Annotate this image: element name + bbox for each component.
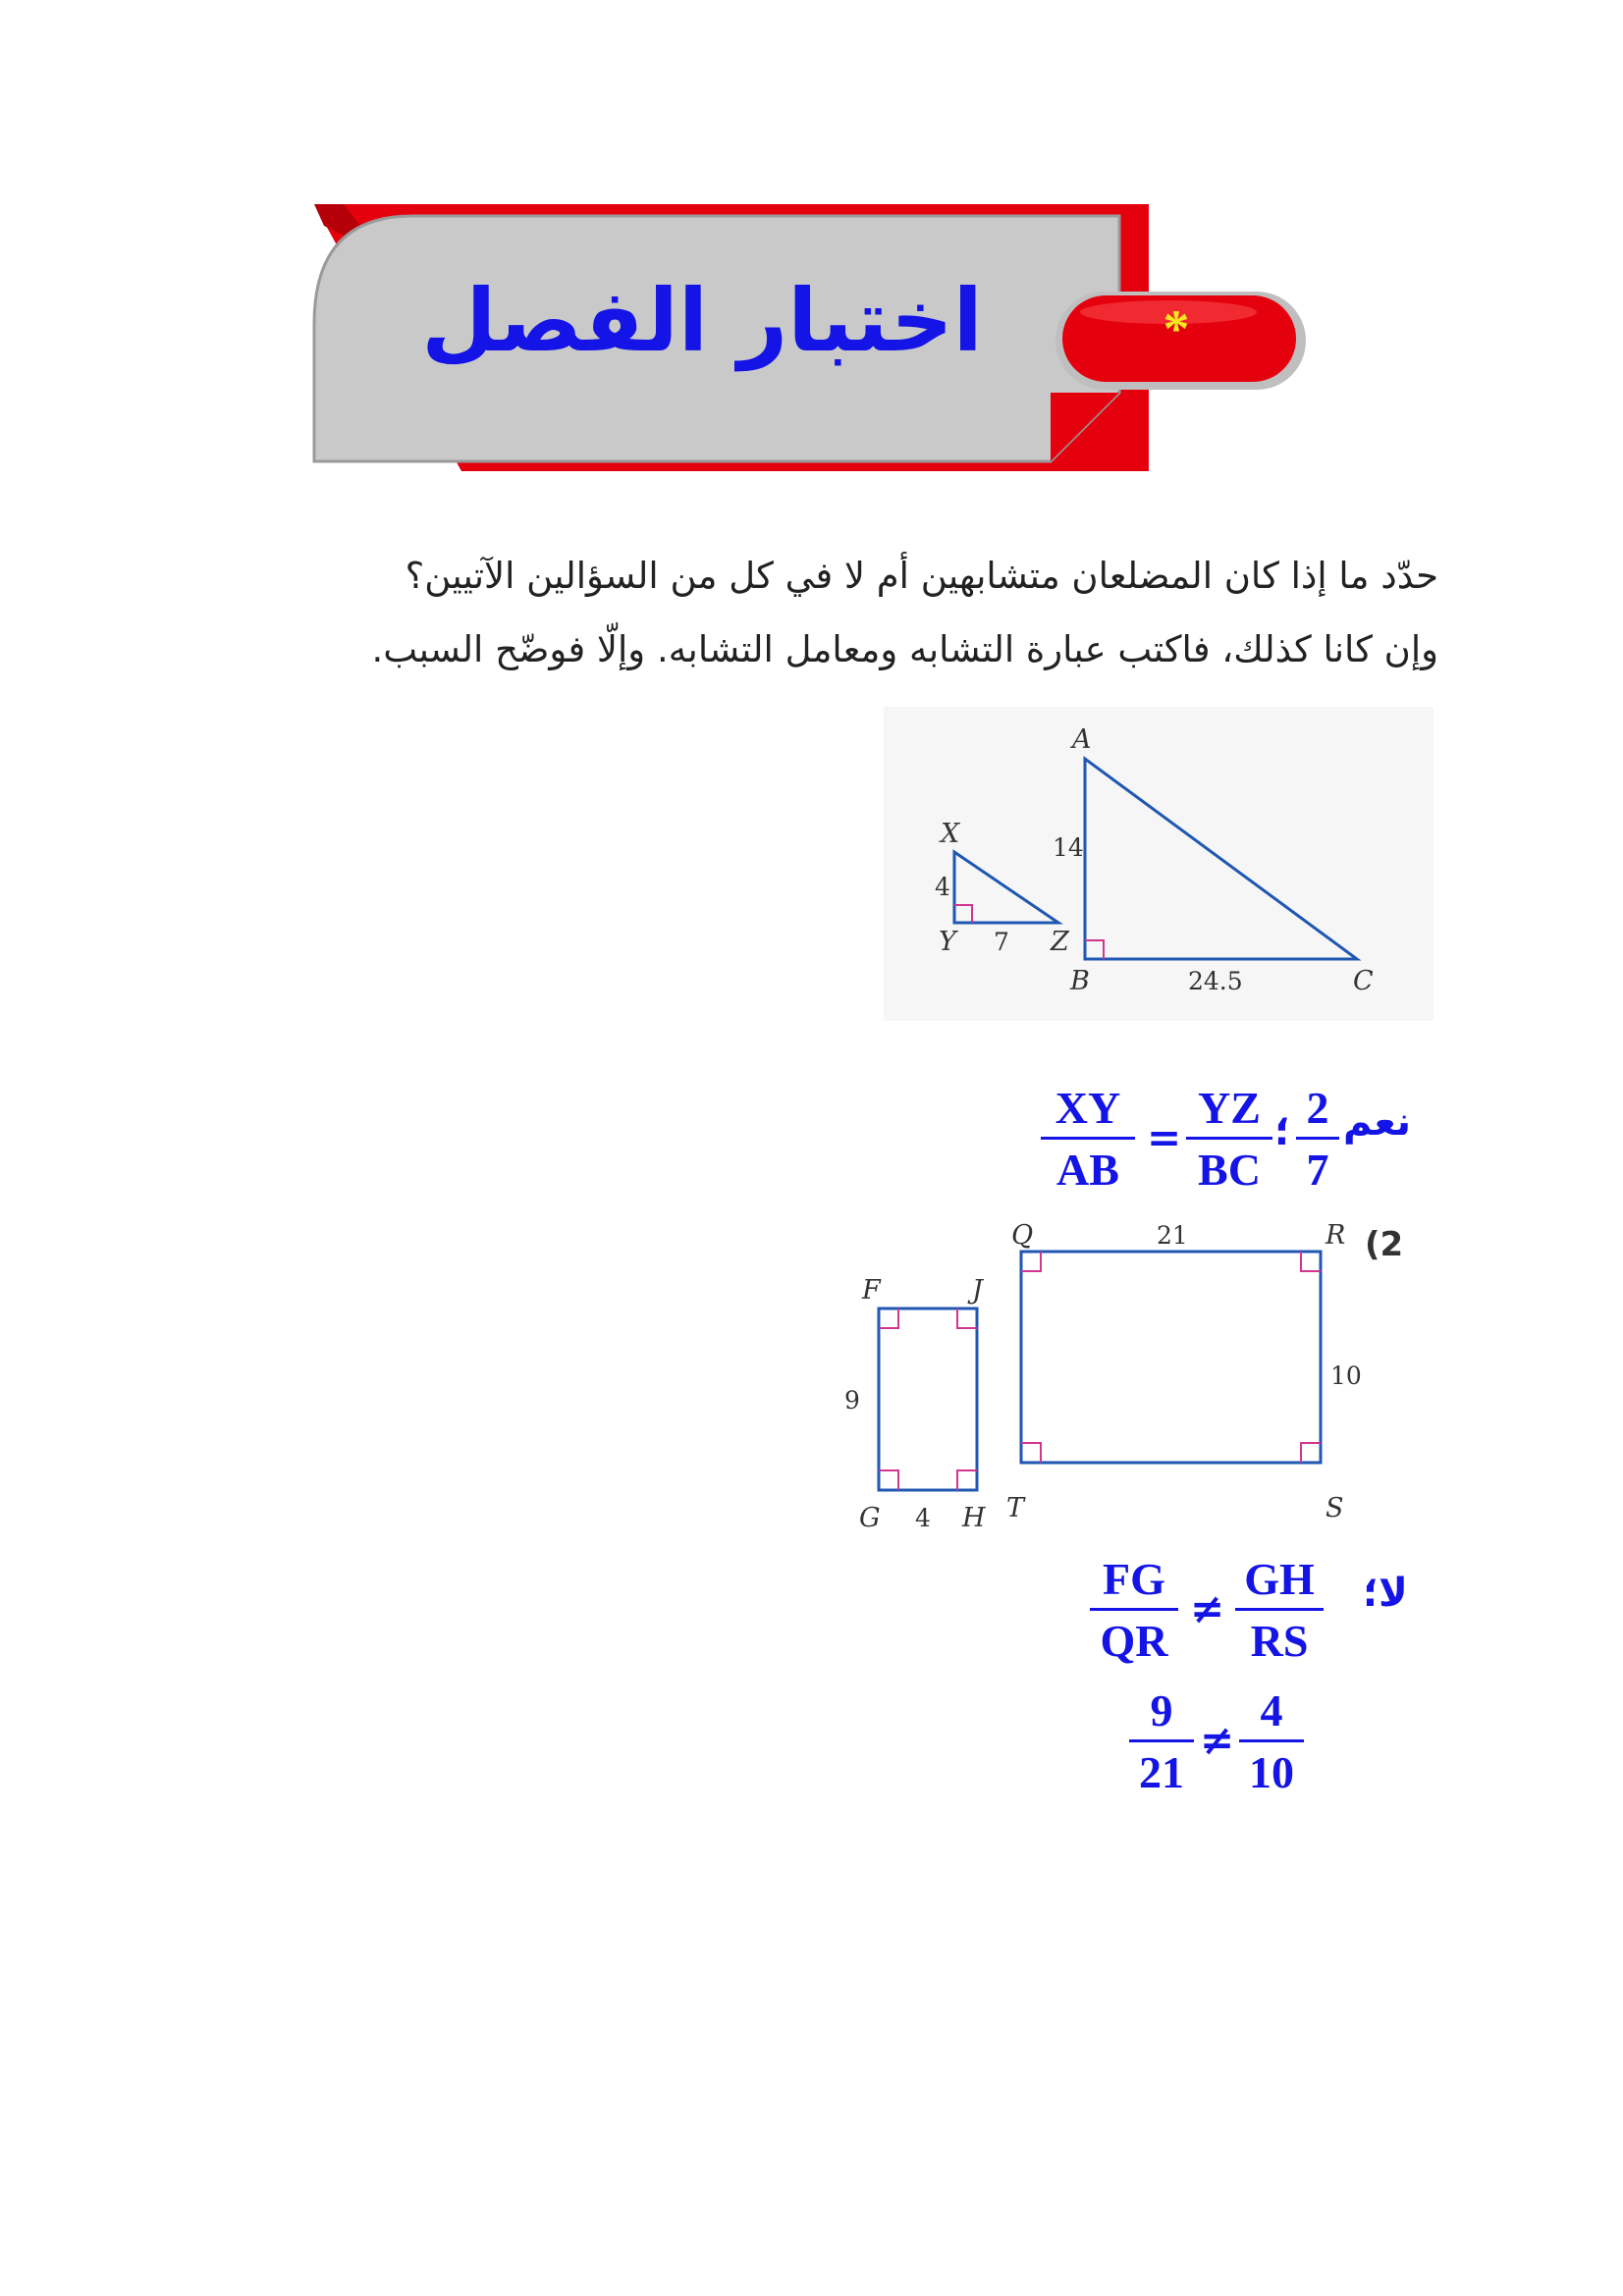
answer-no: لا؛ [1363, 1571, 1408, 1616]
ratio-ab: AB [1056, 1145, 1119, 1195]
scale-factor [1296, 1082, 1339, 1197]
label-c: C [1353, 966, 1374, 996]
separator: ؛ [1274, 1109, 1290, 1154]
label-a: A [1072, 724, 1092, 755]
not-equal-sign-2: ≠ [1200, 1716, 1235, 1764]
label-g: G [859, 1503, 881, 1533]
ratio-fg: FG [1090, 1553, 1178, 1611]
ratio-bc: BC [1198, 1145, 1261, 1195]
side-qr: 21 [1157, 1221, 1188, 1250]
label-h: H [962, 1503, 986, 1533]
side-rs: 10 [1330, 1362, 1362, 1390]
ratio-fg-qr [1090, 1553, 1178, 1668]
question-1-triangles-figure [884, 707, 1434, 1021]
label-s: S [1325, 1493, 1344, 1523]
ratio-gh: GH [1235, 1553, 1324, 1611]
instruction-line-2: وإن كانا كذلك، فاكتب عبارة التشابه ومعامل التشابه. وإلّا فوضّح السبب. [371, 628, 1438, 670]
side-yz: 7 [994, 928, 1009, 956]
value-10: 10 [1249, 1747, 1294, 1797]
page-title: اختبار الفصل [421, 270, 983, 371]
question-2-number: (2 [1365, 1225, 1404, 1264]
ratio-yz: YZ [1186, 1082, 1272, 1140]
label-b: B [1070, 966, 1090, 996]
side-fg: 9 [844, 1386, 860, 1415]
side-xy: 4 [935, 873, 950, 901]
equals-sign: = [1147, 1113, 1182, 1161]
side-ab: 14 [1053, 833, 1084, 862]
ratio-gh-rs [1235, 1553, 1324, 1668]
ratio-yz-bc [1186, 1082, 1272, 1197]
value-21: 21 [1139, 1747, 1184, 1797]
value-9: 9 [1129, 1684, 1194, 1742]
label-f: F [862, 1275, 881, 1306]
scale-factor-num: 2 [1296, 1082, 1339, 1140]
answer-yes: نعم [1343, 1099, 1411, 1145]
instruction-line-1: حدّد ما إذا كان المضلعان متشابهين أم لا في كل من السؤالين الآتيين؟ [405, 555, 1438, 597]
ratio-xy: XY [1041, 1082, 1135, 1140]
ratio-qr: QR [1100, 1616, 1168, 1666]
not-equal-sign: ≠ [1190, 1584, 1225, 1632]
label-x: X [941, 819, 960, 849]
value-4: 4 [1239, 1684, 1304, 1742]
ratio-rs: RS [1250, 1616, 1309, 1666]
star-icon: * [1163, 299, 1190, 358]
ratio-xy-ab [1041, 1082, 1135, 1197]
label-q: Q [1011, 1220, 1034, 1251]
question-2-rectangles-figure [825, 1212, 1362, 1556]
values-4-10 [1239, 1684, 1304, 1799]
scale-factor-den: 7 [1306, 1145, 1329, 1195]
side-gh: 4 [915, 1504, 931, 1532]
label-z: Z [1051, 927, 1069, 957]
values-9-21 [1129, 1684, 1194, 1799]
label-r: R [1325, 1220, 1346, 1251]
label-j: J [972, 1275, 983, 1306]
side-bc: 24.5 [1188, 967, 1243, 995]
label-y: Y [939, 927, 956, 957]
label-t: T [1006, 1493, 1025, 1523]
